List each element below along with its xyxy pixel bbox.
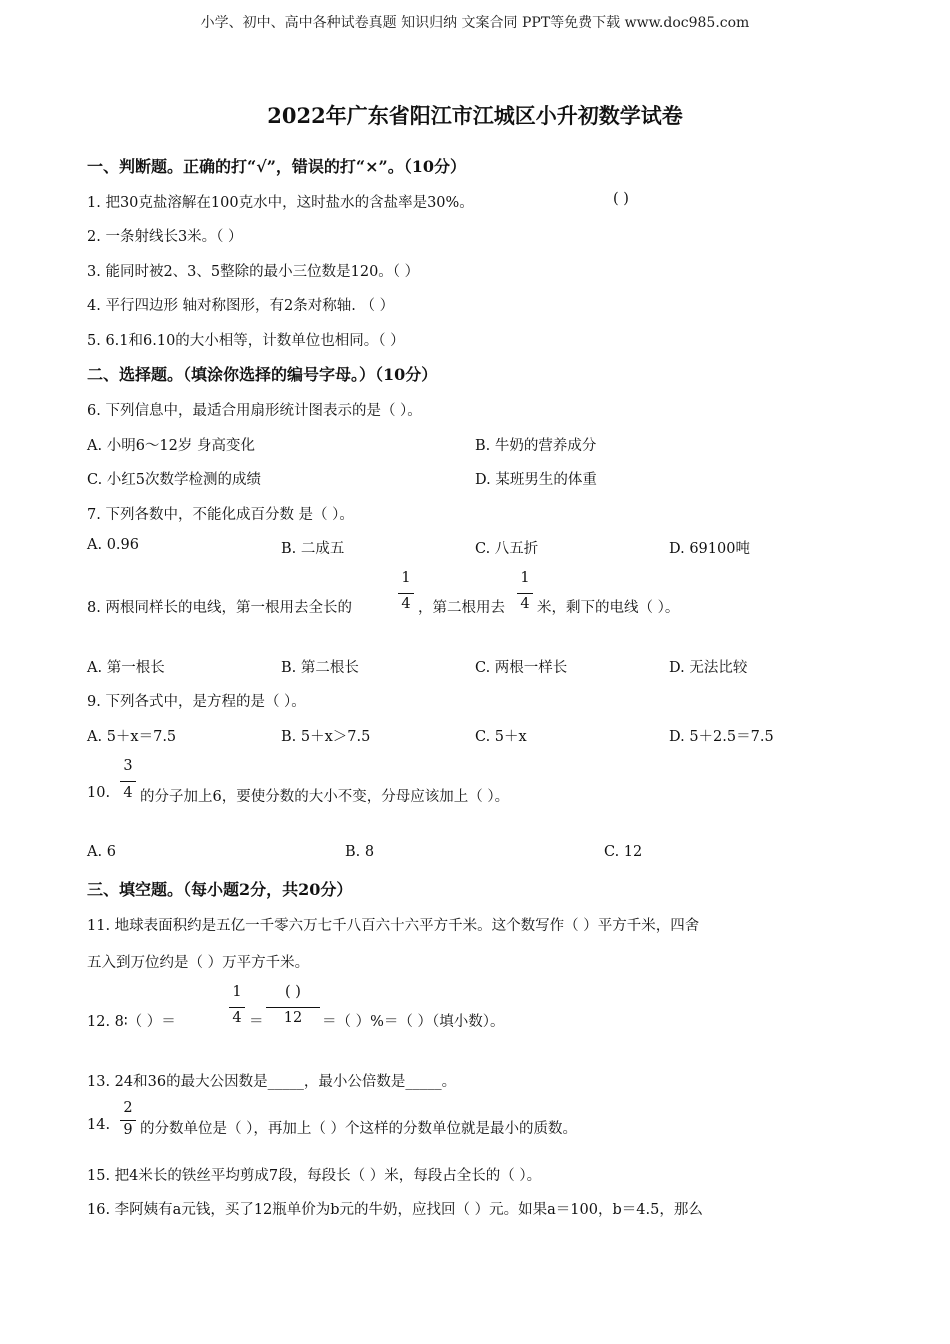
question-4: 4. 平行四边形 轴对称图形，有2条对称轴. （ ） [87,298,395,314]
q8-option-b: B. 第二根长 [281,660,359,676]
section-heading-fill-in: 三、填空题。（每小题2分，共20分） [87,880,353,899]
q9-option-c: C. 5＋x [475,729,527,745]
q12-fraction1-numerator: 1 [232,984,242,1000]
q10-option-c: C. 12 [604,844,643,860]
question-8-part3: 米，剩下的电线（ ）。 [537,600,680,616]
section-heading-judgement: 一、判断题。正确的打“√”，错误的打“×”。（10分） [87,157,467,176]
question-15: 15. 把4米长的铁丝平均剪成7段，每段长（ ）米，每段占全长的（ ）。 [87,1168,542,1184]
q8-option-a: A. 第一根长 [87,660,165,676]
q9-option-d: D. 5＋2.5＝7.5 [669,729,774,745]
q10-option-a: A. 6 [87,844,116,860]
q9-option-b: B. 5＋x＞7.5 [281,729,371,745]
question-14-number: 14. [87,1117,111,1133]
q7-option-b: B. 二成五 [281,541,345,557]
question-16: 16. 李阿姨有a元钱，买了12瓶单价为b元的牛奶，应找回（ ）元。如果a＝100，b＝4.5，那么 [87,1202,703,1218]
page-header: 小学、初中、高中各种试卷真题 知识归纳 文案合同 PPT等免费下载 www.doc985.com [200,15,750,31]
question-1-answer-paren: ( ) [613,191,629,207]
question-8-part2: ，第二根用去 [418,600,505,616]
q7-option-c: C. 八五折 [475,541,539,557]
q8-fraction1-bar [398,593,414,594]
q9-option-a: A. 5＋x＝7.5 [87,729,177,745]
q7-option-d: D. 69100吨 [669,541,750,557]
q12-fraction2-numerator: ( ) [285,984,301,1000]
question-2: 2. 一条射线长3米。（ ） [87,229,243,245]
question-9: 9. 下列各式中，是方程的是（ ）。 [87,694,306,710]
question-1: 1. 把30克盐溶解在100克水中，这时盐水的含盐率是30%。 [87,195,474,211]
q12-fraction2-bar [266,1007,320,1008]
question-12-part2: ＝（ ）%＝（ ）（填小数）。 [322,1014,505,1030]
q12-equals: ＝ [249,1014,264,1030]
question-10-number: 10. [87,785,111,801]
question-7: 7. 下列各数中，不能化成百分数 是（ ）。 [87,507,354,523]
q8-fraction2-bar [517,593,533,594]
q14-fraction-denominator: 9 [123,1122,133,1138]
question-6: 6. 下列信息中，最适合用扇形统计图表示的是（ ）。 [87,403,422,419]
q14-fraction-numerator: 2 [123,1100,133,1116]
q8-fraction1-denominator: 4 [401,596,411,612]
question-13: 13. 24和36的最大公因数是_____，最小公倍数是_____。 [87,1074,457,1090]
q12-fraction1-bar [229,1007,245,1008]
section-heading-choice: 二、选择题。（填涂你选择的编号字母。）（10分） [87,365,438,384]
question-14-text: 的分数单位是（ ），再加上（ ）个这样的分数单位就是最小的质数。 [140,1121,577,1137]
q10-option-b: B. 8 [345,844,375,860]
question-12-part1: 12. 8∶（ ）＝ [87,1014,176,1030]
question-3: 3. 能同时被2、3、5整除的最小三位数是120。（ ） [87,264,420,280]
question-11-line1: 11. 地球表面积约是五亿一千零六万七千八百六十六平方千米。这个数写作（ ）平方千米，四舍 [87,918,700,934]
q12-fraction2-denominator: 12 [283,1010,303,1026]
q8-option-c: C. 两根一样长 [475,660,568,676]
q6-option-a: A. 小明6～12岁 身高变化 [87,438,255,454]
q8-fraction2-numerator: 1 [520,570,530,586]
question-5: 5. 6.1和6.10的大小相等，计数单位也相同。（ ） [87,333,405,349]
q14-fraction-bar [120,1120,136,1121]
question-10-text: 的分子加上6，要使分数的大小不变，分母应该加上（ ）。 [140,789,510,805]
q10-fraction-denominator: 4 [123,785,133,801]
q6-option-b: B. 牛奶的营养成分 [475,438,597,454]
question-11-line2: 五入到万位约是（ ）万平方千米。 [87,955,310,971]
q6-option-c: C. 小红5次数学检测的成绩 [87,472,262,488]
question-8-part1: 8. 两根同样长的电线，第一根用去全长的 [87,600,352,616]
page-title: 2022年广东省阳江市江城区小升初数学试卷 [267,103,683,128]
q8-fraction2-denominator: 4 [520,596,530,612]
q8-option-d: D. 无法比较 [669,660,748,676]
q8-fraction1-numerator: 1 [401,570,411,586]
q10-fraction-bar [120,781,136,782]
q12-fraction1-denominator: 4 [232,1010,242,1026]
q6-option-d: D. 某班男生的体重 [475,472,597,488]
q10-fraction-numerator: 3 [123,758,133,774]
q7-option-a: A. 0.96 [87,537,139,553]
